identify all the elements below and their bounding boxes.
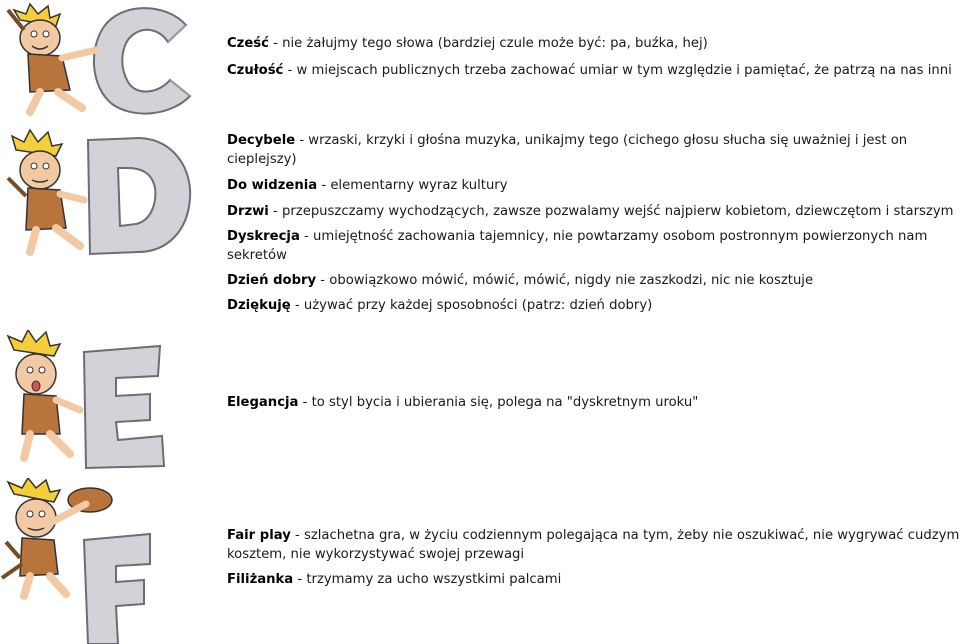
entry-definition: - wrzaski, krzyki i głośna muzyka, unikajmy tego (cichego głosu słucha się uważniej i jest on cieplejszy) — [227, 133, 908, 167]
entry-term: Do widzenia — [227, 178, 318, 193]
entry-term: Fair play — [227, 528, 291, 543]
entry-dziekuje — [227, 296, 960, 315]
entry-czesc — [227, 34, 960, 53]
caveman-letter-d-illustration — [0, 128, 215, 260]
entry-definition: - przepuszczamy wychodzących, zawsze pozwalamy wejść najpierw kobietom, dziewczętom i starszym — [268, 204, 954, 219]
caveman-figure — [8, 330, 80, 458]
entry-definition: - trzymamy za ucho wszystkimi palcami — [293, 572, 562, 587]
entry-term: Elegancja — [227, 395, 299, 410]
entry-definition: - w miejscach publicznych trzeba zachować umiar w tym względzie i pamiętać, że patrzą na nas inni — [283, 63, 952, 78]
entry-term: Dyskrecja — [227, 229, 300, 244]
entry-definition: - umiejętność zachowania tajemnicy, nie powtarzamy osobom postronnym powierzonych nam sekretów — [227, 229, 928, 263]
entry-definition: - używać przy każdej sposobności (patrz: dzień dobry) — [290, 298, 653, 313]
entry-term: Dziękuję — [227, 298, 291, 313]
stone-letter-c — [94, 8, 190, 113]
entry-term: Cześć — [227, 36, 269, 51]
caveman-letter-f-illustration — [0, 478, 215, 644]
caveman-letter-e-illustration — [0, 330, 215, 470]
entry-definition: - szlachetna gra, w życiu codziennym polegająca na tym, żeby nie oszukiwać, nie wygrywać cudzym kosztem, nie wykorzystywać swojej przewagi — [227, 528, 960, 562]
entry-dyskrecja — [227, 227, 960, 265]
entry-term: Drzwi — [227, 204, 269, 219]
entry-definition: - to styl bycia i ubierania się, polega na "dyskretnym uroku" — [298, 395, 699, 410]
entry-term: Czułość — [227, 63, 284, 78]
caveman-letter-c-illustration — [0, 0, 215, 118]
stone-letter-f — [84, 534, 150, 644]
entry-fair-play — [227, 526, 960, 564]
stone-letter-d — [88, 138, 190, 254]
entry-filizanka — [227, 570, 960, 589]
entry-term: Filiżanka — [227, 572, 294, 587]
stone-letter-e — [84, 346, 164, 468]
entry-definition: - obowiązkowo mówić, mówić, mówić, nigdy nie zaszkodzi, nic nie kosztuje — [316, 273, 814, 288]
entry-drzwi — [227, 202, 960, 221]
entry-czulosc — [227, 61, 960, 80]
entry-dzien-dobry — [227, 271, 960, 290]
caveman-figure — [8, 130, 84, 252]
entry-term: Dzień dobry — [227, 273, 317, 288]
entry-term: Decybele — [227, 133, 296, 148]
entry-do-widzenia — [227, 176, 960, 195]
entry-definition: - nie żałujmy tego słowa (bardziej czule może być: pa, buźka, hej) — [268, 36, 708, 51]
entry-definition: - elementarny wyraz kultury — [317, 178, 508, 193]
entry-elegancja — [227, 393, 960, 412]
caveman-figure — [8, 4, 96, 112]
entry-decybele — [227, 131, 960, 169]
